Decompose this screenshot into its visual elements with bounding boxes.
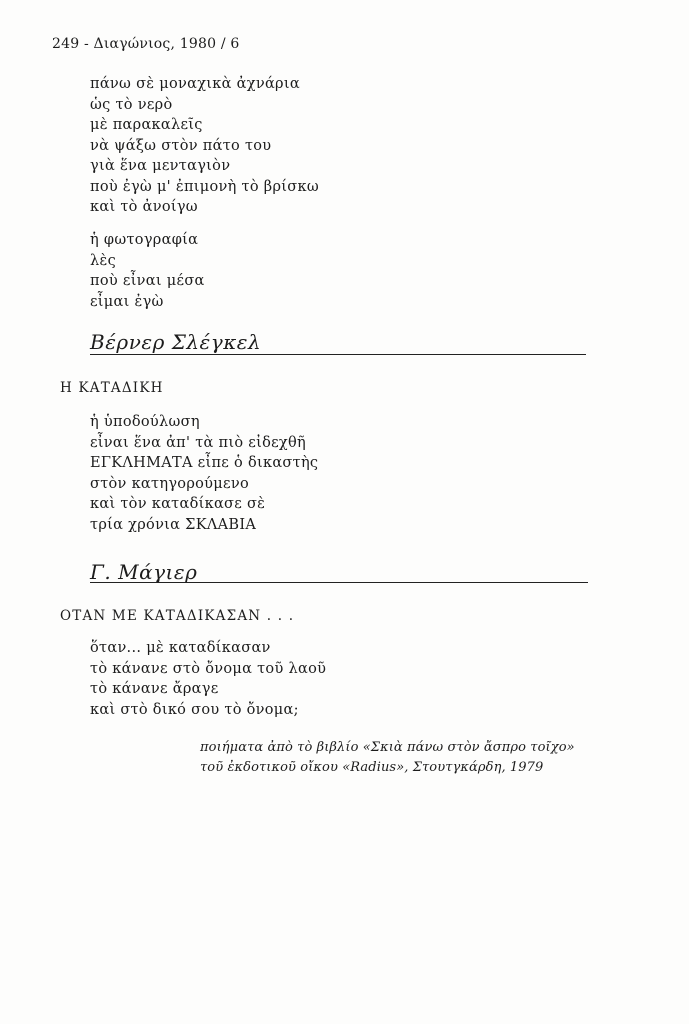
poem-title: ΟΤΑΝ ΜΕ ΚΑΤΑΔΙΚΑΣΑΝ . . .	[60, 608, 295, 624]
poem-line: ὡς τὸ νερὸ	[90, 96, 173, 113]
poem-line: ἡ ὑποδούλωση	[90, 414, 200, 430]
poem-stanza	[90, 74, 319, 218]
poem-line: ΕΓΚΛΗΜΑΤΑ εἶπε ὁ δικαστὴς	[90, 455, 319, 471]
poem-stanza	[90, 638, 326, 720]
poem-line: γιὰ ἕνα μενταγιὸν	[90, 158, 231, 174]
poem-line: νὰ ψάξω στὸν πάτο του	[90, 137, 272, 154]
poem-line: τρία χρόνια ΣΚΛΑΒΙΑ	[90, 516, 257, 533]
poem-line: ἡ φωτογραφία	[90, 232, 199, 248]
poem-line: ποὺ εἶναι μέσα	[90, 273, 205, 289]
poem-line: λὲς	[90, 252, 116, 269]
poem-stanza	[90, 412, 318, 535]
poem-line: μὲ παρακαλεῖς	[90, 117, 203, 133]
credit-line: ποιήματα ἀπὸ τὸ βιβλίο «Σκιὰ πάνω στὸν ἄσπρο τοῖχο»	[200, 740, 575, 755]
poem-line: πάνω σὲ μοναχικὰ ἀχνάρια	[90, 76, 300, 92]
poem-line: καὶ στὸ δικό σου τὸ ὄνομα;	[90, 701, 299, 718]
author-name: Γ. Μάγιερ	[90, 560, 198, 584]
poem-line: ποὺ ἐγὼ μ' ἐπιμονὴ τὸ βρίσκω	[90, 178, 319, 195]
source-credit	[200, 738, 575, 778]
credit-line: τοῦ ἐκδοτικοῦ οἴκου «Radius», Στουτγκάρδη, 1979	[200, 760, 544, 775]
poem-line: καὶ τὸν καταδίκασε σὲ	[90, 496, 266, 512]
poem-line: τὸ κάνανε ἄραγε	[90, 681, 219, 697]
poem-line: ὅταν... μὲ καταδίκασαν	[90, 640, 271, 656]
section-rule	[90, 354, 586, 355]
poem-line: εἶναι ἕνα ἀπ' τὰ πιὸ εἰδεχθῆ	[90, 434, 307, 451]
poem-line: τὸ κάνανε στὸ ὄνομα τοῦ λαοῦ	[90, 660, 327, 677]
poem-stanza	[90, 230, 205, 312]
poem-line: εἶμαι ἐγὼ	[90, 293, 164, 310]
page-header: 249 - Διαγώνιος, 1980 / 6	[52, 36, 240, 52]
section-rule	[90, 582, 588, 583]
poem-line: στὸν κατηγορούμενο	[90, 475, 249, 492]
author-name: Βέρνερ Σλέγκελ	[90, 330, 262, 354]
poem-title: Η ΚΑΤΑΔΙΚΗ	[60, 380, 164, 396]
poem-line: καὶ τὸ ἀνοίγω	[90, 199, 198, 215]
